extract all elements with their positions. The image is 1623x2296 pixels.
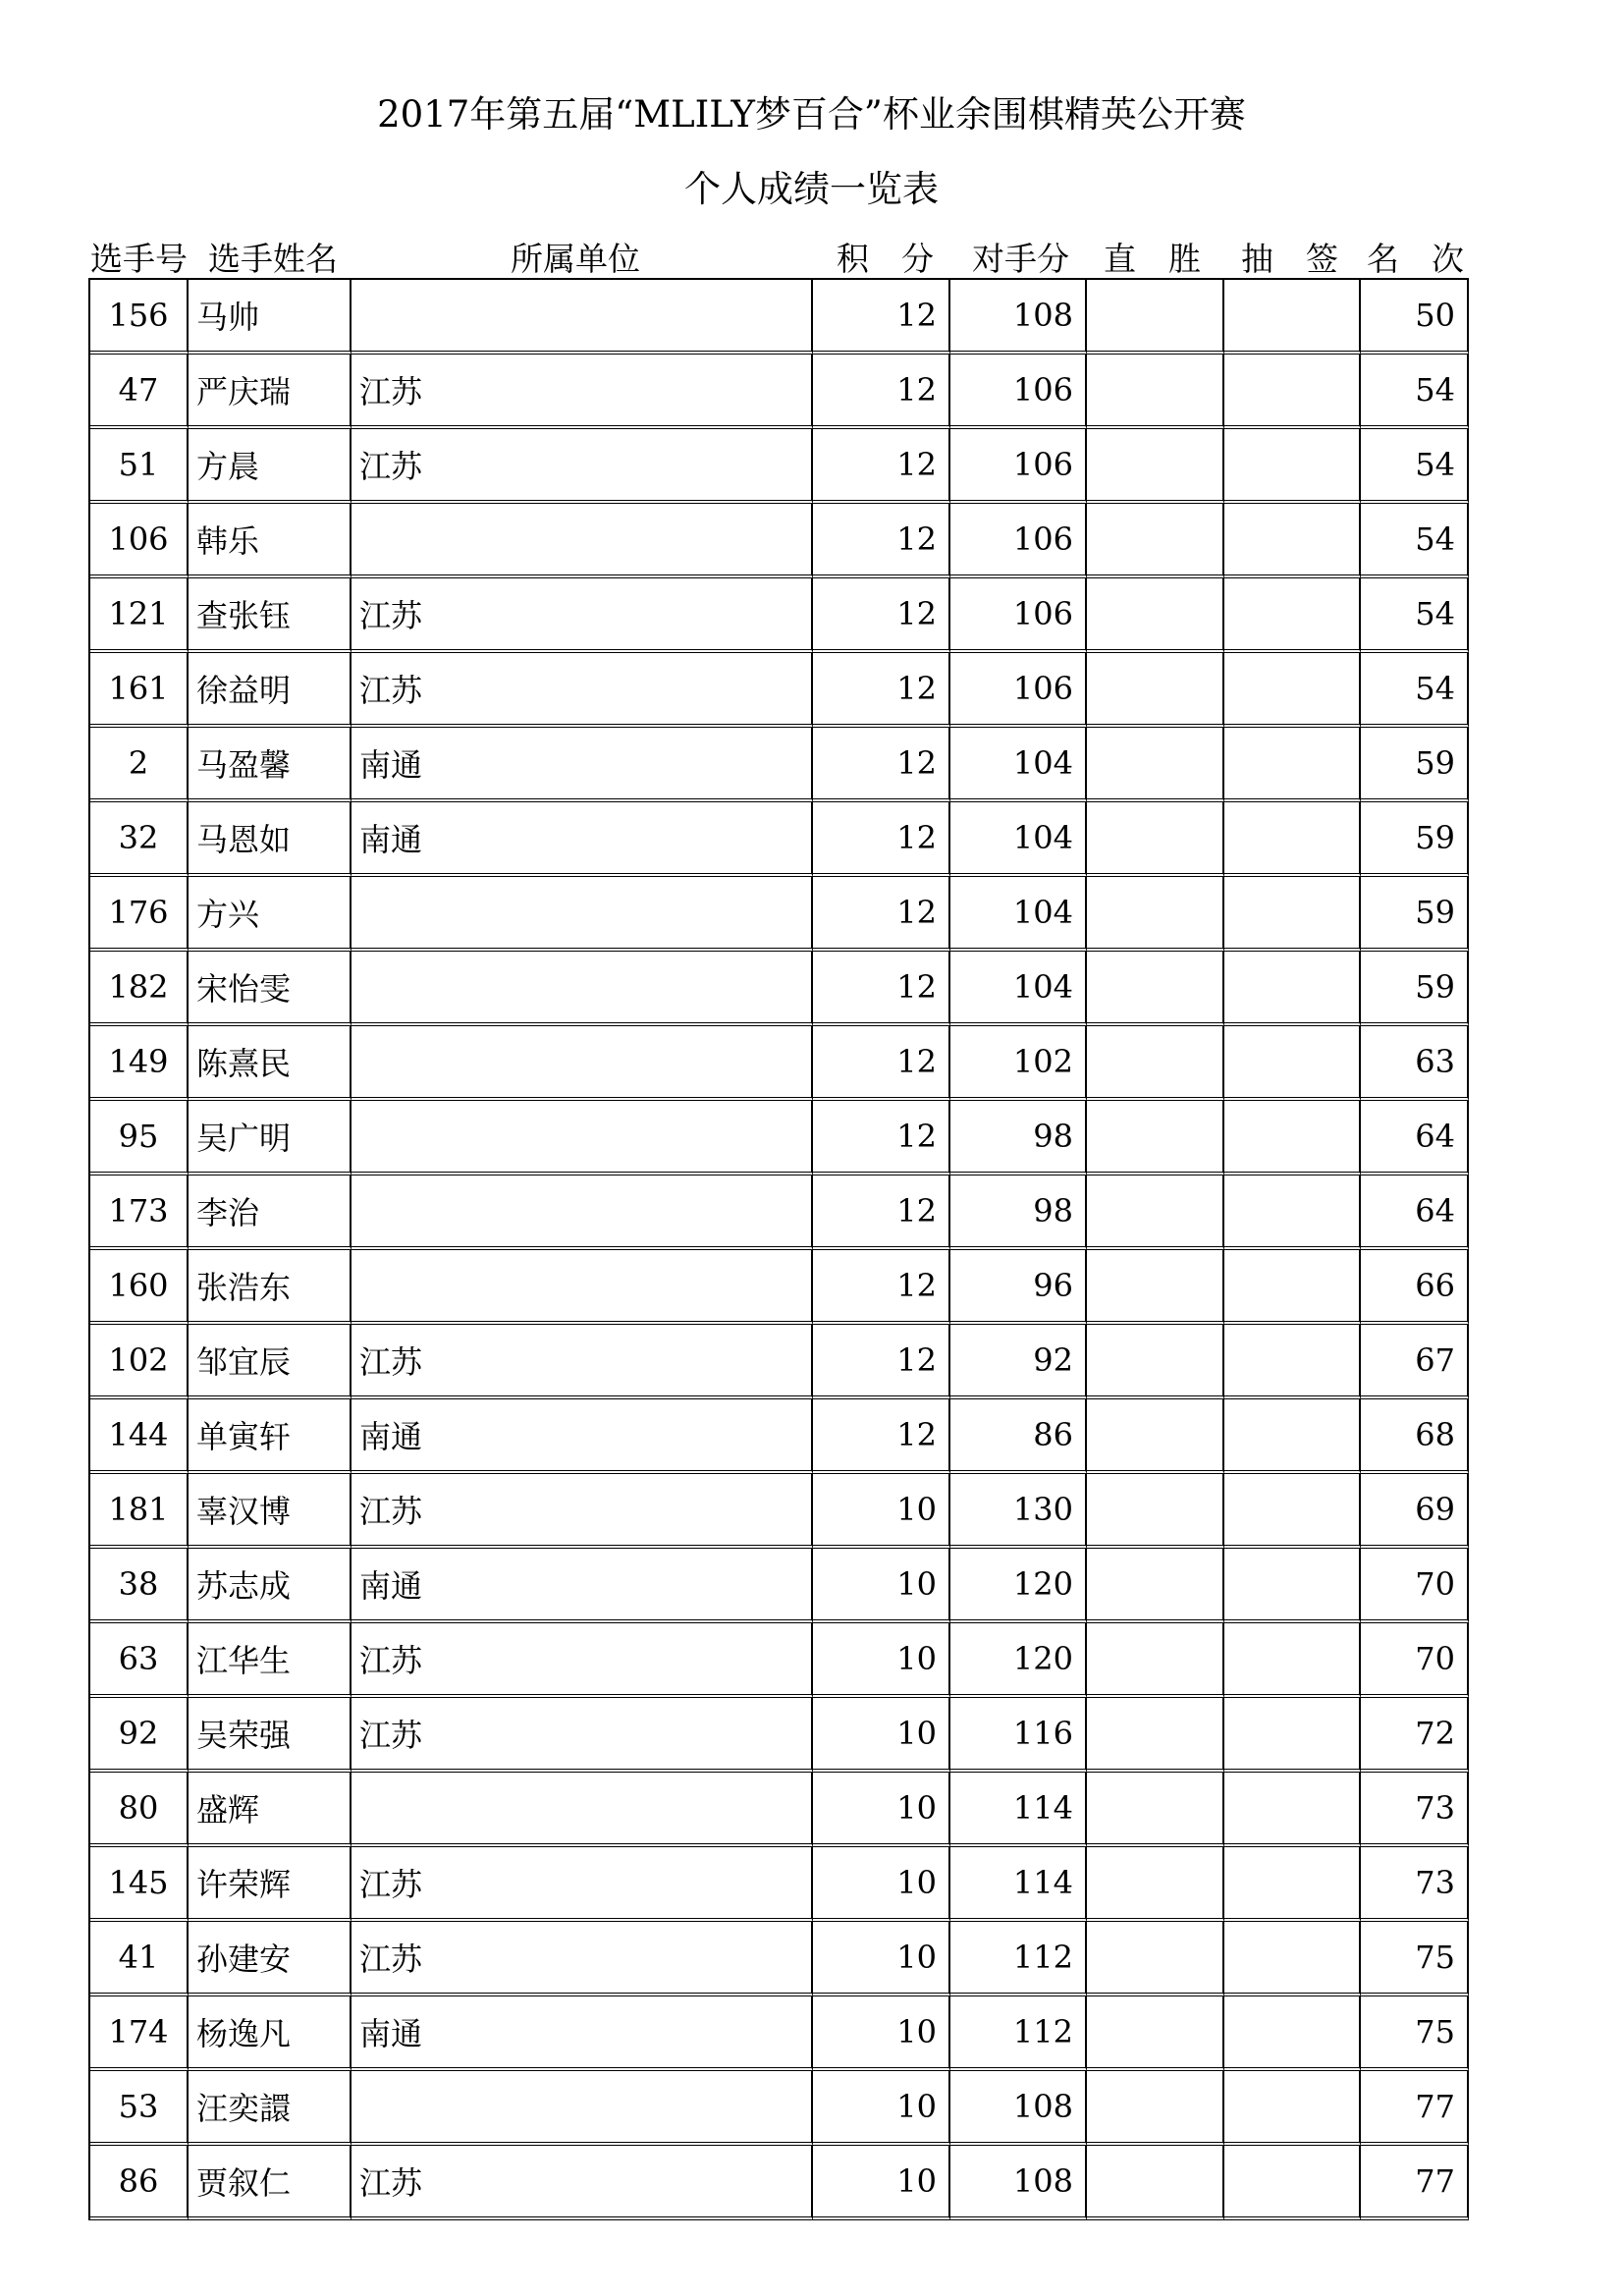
player-id-cell: 86 [90,2146,189,2220]
direct-win-cell [1087,429,1224,504]
opponent-score-cell: 114 [950,1773,1087,1847]
header-player-id: 选手号 [90,240,188,278]
opponent-score-cell: 96 [950,1250,1087,1325]
direct-win-cell [1087,728,1224,802]
score-cell: 12 [813,429,950,504]
player-name-cell: 李治 [189,1175,352,1250]
table-row [90,2146,1469,2220]
draw-lots-cell [1224,1549,1361,1623]
player-id-cell: 41 [90,1922,189,1996]
rank-cell: 72 [1361,1698,1469,1773]
opponent-score-cell: 108 [950,2146,1087,2220]
player-name-cell: 方晨 [189,429,352,504]
player-name-cell: 贾叙仁 [189,2146,352,2220]
organization-cell [352,1175,813,1250]
organization-cell: 江苏 [352,1922,813,1996]
organization-cell [352,1250,813,1325]
opponent-score-cell: 106 [950,653,1087,728]
score-cell: 10 [813,1922,950,1996]
direct-win-cell [1087,1996,1224,2071]
player-name-cell: 孙建安 [189,1922,352,1996]
player-name-cell: 杨逸凡 [189,1996,352,2071]
opponent-score-cell: 106 [950,504,1087,578]
organization-cell: 江苏 [352,1474,813,1549]
table-row [90,1922,1469,1996]
score-cell: 10 [813,1698,950,1773]
organization-cell [352,504,813,578]
rank-cell: 54 [1361,355,1469,429]
organization-cell [352,877,813,952]
player-name-cell: 江华生 [189,1623,352,1698]
table-row [90,1175,1469,1250]
draw-lots-cell [1224,1175,1361,1250]
score-cell: 10 [813,1549,950,1623]
rank-cell: 67 [1361,1325,1469,1399]
draw-lots-cell [1224,877,1361,952]
organization-cell [352,952,813,1026]
rank-cell: 64 [1361,1101,1469,1175]
table-row [90,1101,1469,1175]
score-cell: 10 [813,1623,950,1698]
score-cell: 12 [813,1026,950,1101]
direct-win-cell [1087,1549,1224,1623]
opponent-score-cell: 120 [950,1623,1087,1698]
rank-cell: 68 [1361,1399,1469,1474]
player-name-cell: 马帅 [189,280,352,355]
table-row [90,952,1469,1026]
score-cell: 10 [813,1847,950,1922]
rank-cell: 59 [1361,728,1469,802]
player-id-cell: 53 [90,2071,189,2146]
rank-cell: 59 [1361,802,1469,877]
score-cell: 12 [813,1325,950,1399]
player-id-cell: 38 [90,1549,189,1623]
direct-win-cell [1087,504,1224,578]
rank-cell: 70 [1361,1623,1469,1698]
draw-lots-cell [1224,2146,1361,2220]
opponent-score-cell: 106 [950,429,1087,504]
player-name-cell: 严庆瑞 [189,355,352,429]
table-row [90,1773,1469,1847]
direct-win-cell [1087,1101,1224,1175]
draw-lots-cell [1224,1698,1361,1773]
direct-win-cell [1087,1698,1224,1773]
rank-cell: 50 [1361,280,1469,355]
opponent-score-cell: 104 [950,877,1087,952]
table-row [90,728,1469,802]
table-row [90,2071,1469,2146]
direct-win-cell [1087,1847,1224,1922]
rank-cell: 66 [1361,1250,1469,1325]
direct-win-cell [1087,877,1224,952]
direct-win-cell [1087,280,1224,355]
score-cell: 12 [813,877,950,952]
draw-lots-cell [1224,1325,1361,1399]
table-row [90,1623,1469,1698]
score-cell: 10 [813,2146,950,2220]
player-id-cell: 145 [90,1847,189,1922]
organization-cell: 江苏 [352,355,813,429]
player-name-cell: 徐益明 [189,653,352,728]
page-title: 2017年第五届“MLILY梦百合”杯业余围棋精英公开赛 [377,93,1246,136]
page-subtitle: 个人成绩一览表 [684,168,939,210]
score-cell: 12 [813,1101,950,1175]
direct-win-cell [1087,1474,1224,1549]
table-row [90,653,1469,728]
direct-win-cell [1087,1175,1224,1250]
player-id-cell: 161 [90,653,189,728]
opponent-score-cell: 120 [950,1549,1087,1623]
table-row [90,429,1469,504]
opponent-score-cell: 102 [950,1026,1087,1101]
player-name-cell: 吴荣强 [189,1698,352,1773]
score-cell: 12 [813,802,950,877]
draw-lots-cell [1224,802,1361,877]
rank-cell: 54 [1361,429,1469,504]
rank-cell: 70 [1361,1549,1469,1623]
player-id-cell: 80 [90,1773,189,1847]
organization-cell: 江苏 [352,2146,813,2220]
table-row [90,1996,1469,2071]
player-id-cell: 149 [90,1026,189,1101]
organization-cell: 南通 [352,728,813,802]
header-player-name: 选手姓名 [208,240,338,278]
header-rank: 名 次 [1367,240,1464,278]
player-id-cell: 144 [90,1399,189,1474]
player-id-cell: 156 [90,280,189,355]
direct-win-cell [1087,2071,1224,2146]
opponent-score-cell: 112 [950,1922,1087,1996]
rank-cell: 59 [1361,877,1469,952]
header-draw-lots: 抽 签 [1241,240,1338,278]
score-cell: 12 [813,280,950,355]
player-name-cell: 马盈馨 [189,728,352,802]
opponent-score-cell: 106 [950,578,1087,653]
player-id-cell: 173 [90,1175,189,1250]
direct-win-cell [1087,952,1224,1026]
table-row [90,1474,1469,1549]
player-name-cell: 吴广明 [189,1101,352,1175]
opponent-score-cell: 98 [950,1101,1087,1175]
results-table-body [90,280,1469,2220]
score-cell: 12 [813,1175,950,1250]
score-cell: 12 [813,578,950,653]
score-cell: 12 [813,504,950,578]
organization-cell [352,2071,813,2146]
direct-win-cell [1087,1922,1224,1996]
direct-win-cell [1087,653,1224,728]
direct-win-cell [1087,1250,1224,1325]
player-name-cell: 苏志成 [189,1549,352,1623]
draw-lots-cell [1224,429,1361,504]
player-id-cell: 121 [90,578,189,653]
player-id-cell: 160 [90,1250,189,1325]
organization-cell: 南通 [352,1399,813,1474]
organization-cell [352,1026,813,1101]
score-cell: 10 [813,1474,950,1549]
player-name-cell: 汪奕譞 [189,2071,352,2146]
score-cell: 10 [813,1773,950,1847]
organization-cell: 南通 [352,1996,813,2071]
opponent-score-cell: 106 [950,355,1087,429]
results-table [88,278,1469,2220]
opponent-score-cell: 104 [950,952,1087,1026]
player-id-cell: 102 [90,1325,189,1399]
table-row [90,578,1469,653]
draw-lots-cell [1224,1922,1361,1996]
draw-lots-cell [1224,578,1361,653]
player-id-cell: 176 [90,877,189,952]
score-cell: 12 [813,355,950,429]
table-row [90,1325,1469,1399]
score-cell: 10 [813,1996,950,2071]
rank-cell: 73 [1361,1773,1469,1847]
score-cell: 12 [813,653,950,728]
player-name-cell: 方兴 [189,877,352,952]
player-id-cell: 182 [90,952,189,1026]
organization-cell: 江苏 [352,1623,813,1698]
table-row [90,1549,1469,1623]
opponent-score-cell: 98 [950,1175,1087,1250]
player-name-cell: 辜汉博 [189,1474,352,1549]
score-cell: 12 [813,952,950,1026]
player-id-cell: 47 [90,355,189,429]
header-organization: 所属单位 [511,240,640,278]
draw-lots-cell [1224,1773,1361,1847]
organization-cell: 南通 [352,1549,813,1623]
opponent-score-cell: 108 [950,2071,1087,2146]
rank-cell: 69 [1361,1474,1469,1549]
table-row [90,1026,1469,1101]
header-score: 积 分 [837,240,934,278]
draw-lots-cell [1224,2071,1361,2146]
draw-lots-cell [1224,1399,1361,1474]
organization-cell: 江苏 [352,429,813,504]
opponent-score-cell: 108 [950,280,1087,355]
player-id-cell: 51 [90,429,189,504]
opponent-score-cell: 114 [950,1847,1087,1922]
opponent-score-cell: 86 [950,1399,1087,1474]
player-name-cell: 邹宜辰 [189,1325,352,1399]
draw-lots-cell [1224,1623,1361,1698]
draw-lots-cell [1224,280,1361,355]
opponent-score-cell: 116 [950,1698,1087,1773]
rank-cell: 77 [1361,2146,1469,2220]
organization-cell: 江苏 [352,1847,813,1922]
draw-lots-cell [1224,653,1361,728]
draw-lots-cell [1224,1847,1361,1922]
score-cell: 10 [813,2071,950,2146]
rank-cell: 75 [1361,1922,1469,1996]
draw-lots-cell [1224,1101,1361,1175]
rank-cell: 54 [1361,504,1469,578]
header-opponent-score: 对手分 [972,240,1069,278]
direct-win-cell [1087,1026,1224,1101]
player-id-cell: 32 [90,802,189,877]
player-id-cell: 106 [90,504,189,578]
score-cell: 12 [813,728,950,802]
opponent-score-cell: 104 [950,728,1087,802]
score-cell: 12 [813,1250,950,1325]
header-direct-win: 直 胜 [1104,240,1201,278]
opponent-score-cell: 92 [950,1325,1087,1399]
organization-cell [352,1773,813,1847]
player-name-cell: 张浩东 [189,1250,352,1325]
rank-cell: 77 [1361,2071,1469,2146]
table-row [90,1399,1469,1474]
organization-cell: 江苏 [352,1698,813,1773]
draw-lots-cell [1224,355,1361,429]
rank-cell: 73 [1361,1847,1469,1922]
table-row [90,877,1469,952]
draw-lots-cell [1224,1996,1361,2071]
table-row [90,1250,1469,1325]
player-id-cell: 174 [90,1996,189,2071]
draw-lots-cell [1224,1026,1361,1101]
opponent-score-cell: 112 [950,1996,1087,2071]
player-id-cell: 95 [90,1101,189,1175]
opponent-score-cell: 104 [950,802,1087,877]
direct-win-cell [1087,1773,1224,1847]
score-cell: 12 [813,1399,950,1474]
organization-cell [352,280,813,355]
draw-lots-cell [1224,952,1361,1026]
player-name-cell: 查张钰 [189,578,352,653]
organization-cell: 江苏 [352,1325,813,1399]
table-row [90,1847,1469,1922]
player-name-cell: 韩乐 [189,504,352,578]
player-id-cell: 2 [90,728,189,802]
rank-cell: 54 [1361,653,1469,728]
rank-cell: 63 [1361,1026,1469,1101]
rank-cell: 75 [1361,1996,1469,2071]
organization-cell: 南通 [352,802,813,877]
player-name-cell: 许荣辉 [189,1847,352,1922]
organization-cell: 江苏 [352,653,813,728]
table-row [90,355,1469,429]
rank-cell: 59 [1361,952,1469,1026]
table-row [90,802,1469,877]
direct-win-cell [1087,2146,1224,2220]
opponent-score-cell: 130 [950,1474,1087,1549]
table-row [90,1698,1469,1773]
player-id-cell: 181 [90,1474,189,1549]
table-row [90,504,1469,578]
organization-cell [352,1101,813,1175]
draw-lots-cell [1224,504,1361,578]
direct-win-cell [1087,802,1224,877]
player-id-cell: 92 [90,1698,189,1773]
direct-win-cell [1087,1325,1224,1399]
player-name-cell: 盛辉 [189,1773,352,1847]
draw-lots-cell [1224,1474,1361,1549]
player-name-cell: 陈熹民 [189,1026,352,1101]
player-name-cell: 马恩如 [189,802,352,877]
draw-lots-cell [1224,728,1361,802]
direct-win-cell [1087,1623,1224,1698]
player-name-cell: 宋怡雯 [189,952,352,1026]
direct-win-cell [1087,355,1224,429]
rank-cell: 64 [1361,1175,1469,1250]
rank-cell: 54 [1361,578,1469,653]
player-name-cell: 单寅轩 [189,1399,352,1474]
table-row [90,280,1469,355]
player-id-cell: 63 [90,1623,189,1698]
organization-cell: 江苏 [352,578,813,653]
direct-win-cell [1087,1399,1224,1474]
direct-win-cell [1087,578,1224,653]
draw-lots-cell [1224,1250,1361,1325]
